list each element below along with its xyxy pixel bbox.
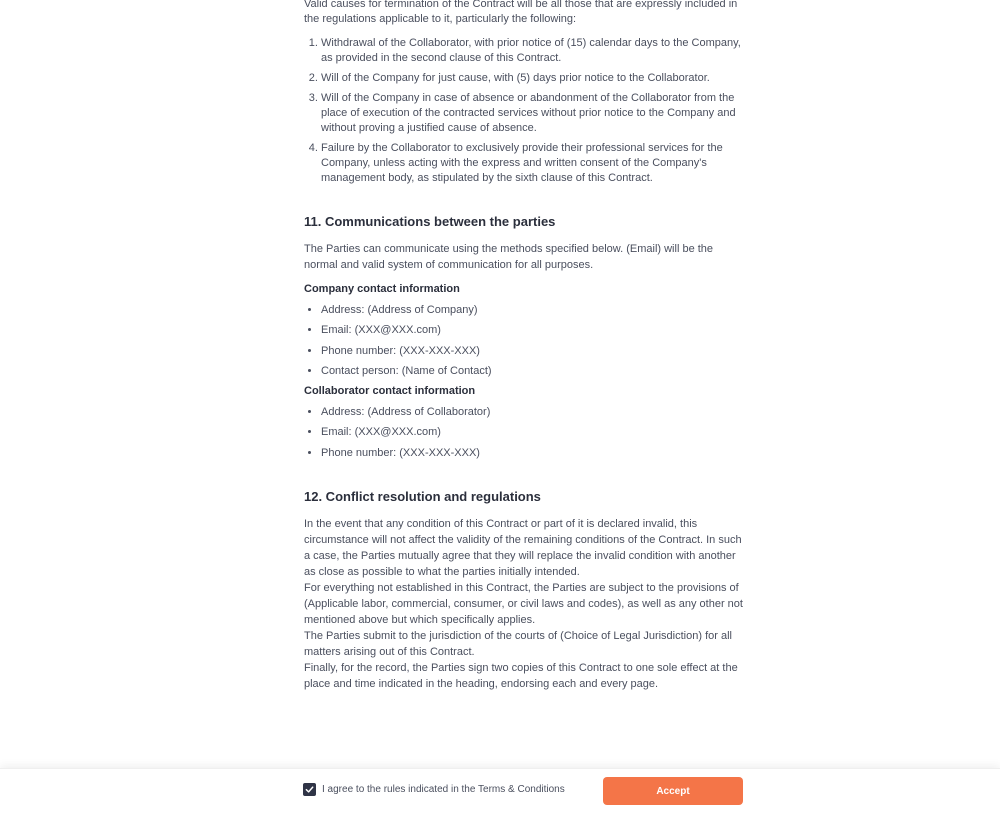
collaborator-contact-list [304,405,744,461]
agree-checkbox[interactable] [303,783,316,796]
list-item: • Contact person: (Name of Contact) [321,364,744,379]
list-item: • Phone number: (XXX-XXX-XXX) [321,446,744,461]
agree-label: I agree to the rules indicated in the Terms & Conditions [322,784,565,795]
list-item: 3. Will of the Company in case of absence or abandonment of the Collaborator from the place of execution of the contracted services without prior notice to the Company and without proving a justified cause of absence. [321,91,744,136]
list-item: • Address: (Address of Collaborator) [321,405,744,420]
accept-button[interactable]: Accept [603,777,743,805]
list-item: • Address: (Address of Company) [321,303,744,318]
section-12-paragraph: The Parties submit to the jurisdiction of the courts of (Choice of Legal Jurisdiction) for all matters arising out of this Contract. [304,629,732,658]
list-item: 2. Will of the Company for just cause, with (5) days prior notice to the Collaborator. [321,71,744,86]
check-icon [305,785,314,794]
section-11-title: 11. Communications between the parties [304,214,556,229]
list-item: 1. Withdrawal of the Collaborator, with prior notice of (15) calendar days to the Company, as provided in the second clause of this Contract. [321,36,744,66]
company-contact-list [304,303,744,379]
section-12-title: 12. Conflict resolution and regulations [304,488,541,504]
section-11-text: The Parties can communicate using the methods specified below. (Email) will be the normal and valid system of communication for all purposes. [304,243,714,271]
list-item: 4. Failure by the Collaborator to exclusively provide their professional services for the Company, unless acting with the express and written consent of the Company's management body, as stipulated by the sixth clause of this Contract. [321,141,744,186]
termination-list [304,36,744,186]
termination-intro: Valid causes for termination of the Contract will be all those that are expressly included in the regulations applicable to it, particularly the following: [304,0,738,25]
collaborator-contact-heading: Collaborator contact information [304,385,476,398]
contract-content [304,0,744,692]
company-contact-heading: Company contact information [304,283,460,295]
section-12-paragraph: Finally, for the record, the Parties sign two copies of this Contract to one sole effect at the place and time indicated in the heading, endorsing each and every page. [304,661,738,690]
list-item: • Email: (XXX@XXX.com) [321,425,744,440]
list-item: • Phone number: (XXX-XXX-XXX) [321,344,744,359]
section-12-paragraph: In the event that any condition of this Contract or part of it is declared invalid, this circumstance will not affect the validity of the remaining conditions of the Contract. In such a case, the Parties mutually agree that they will replace the invalid condition with another as close as possible to what the parties initially intended. [304,517,742,578]
list-item: • Email: (XXX@XXX.com) [321,323,744,338]
terms-footer [0,768,1000,840]
agree-terms-control[interactable] [303,783,565,796]
section-12-body [304,516,744,692]
section-12-paragraph: For everything not established in this Contract, the Parties are subject to the provisions of (Applicable labor, commercial, consumer, or civil laws and codes), as well as any other not mentioned above but which specifically applies. [304,581,743,626]
